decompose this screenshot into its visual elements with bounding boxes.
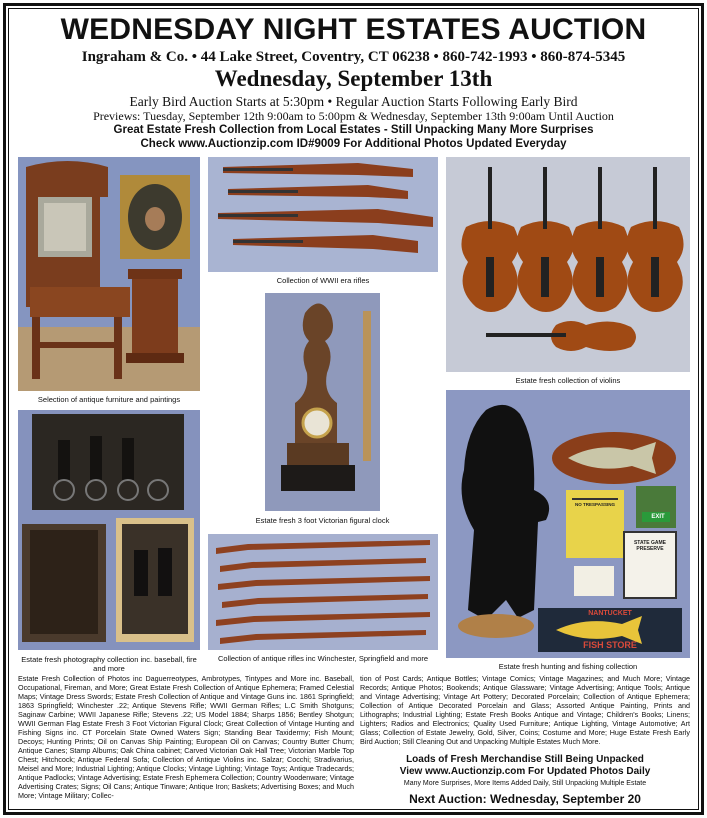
game-preserve-sign-text: STATE GAME PRESERVE xyxy=(633,540,667,552)
address-line: Ingraham & Co. • 44 Lake Street, Coventry, CT 06238 • 860-742-1993 • 860-874-5345 xyxy=(81,49,626,65)
hunting-photo xyxy=(446,390,690,658)
caption-rifles-ww2: Collection of WWII era rifles xyxy=(276,276,370,285)
next-auction-line: Next Auction: Wednesday, September 20 xyxy=(409,792,641,806)
caption-photography: Estate fresh photography collection inc. baseball, fire and more xyxy=(21,655,197,673)
exit-sign-text: EXIT xyxy=(651,514,665,520)
page-title: WEDNESDAY NIGHT ESTATES AUCTION xyxy=(60,13,647,46)
furniture-photo xyxy=(18,157,200,391)
violins-photo xyxy=(446,157,690,372)
view-auctionzip-line: View www.Auctionzip.com For Updated Photos Daily xyxy=(399,766,651,777)
caption-violins: Estate fresh collection of violins xyxy=(515,376,621,385)
check-auctionzip-line: Check www.Auctionzip.com ID#9009 For Additional Photos Updated Everyday xyxy=(140,138,567,150)
early-bird-line: Early Bird Auction Starts at 5:30pm • Regular Auction Starts Following Early Bird xyxy=(129,94,578,109)
photography-photo xyxy=(18,410,200,650)
previews-line: Previews: Tuesday, September 12th 9:00am to 5:00pm & Wednesday, September 13th 9:00am Until Auction xyxy=(93,109,614,123)
caption-furniture: Selection of antique furniture and paintings xyxy=(37,395,181,404)
loads-of-fresh-line: Loads of Fresh Merchandise Still Being Unpacked xyxy=(406,754,644,765)
antique-rifles-photo xyxy=(208,534,438,650)
caption-antique-rifles: Collection of antique rifles inc Winchester, Springfield and more xyxy=(217,654,429,663)
no-trespassing-sign-text: NO TRESPASSING xyxy=(575,502,615,507)
caption-clock: Estate fresh 3 foot Victorian figural clock xyxy=(255,516,390,525)
body-text-right: tion of Post Cards; Antique Bottles; Vintage Comics; Vintage Magazines; and Much More; Vintage Records; Antique Photos; Bookends; Antique Glassware; Vintage Advertising; Antique Tools; Antique and Vintage Advertising; Vintage Art Pottery; Decorated Porcelain; Collection of Antique Ephemera; Collection of Antique Decorated Porcelain and Glass; Assorted Antique Painting, Prints and Lithographs; Industrial Lighting; Estate Fresh Books Antique and Vintage; Children's Books; Linens; Lighters; Radios and Electronics; Quality Used Furniture; Antique Lighting, Vintage Automotive; Art Glass; Collection of Estate Jewelry, Gold, Silver, Coins; Costume and More; Huge Estate Fresh Early Bird Auction; Still Cleaning Out and Unpacking Multiple Estates Much More. xyxy=(360,674,690,746)
auction-date: Wednesday, September 13th xyxy=(214,66,493,91)
body-text-left: Estate Fresh Collection of Photos inc Daguerreotypes, Ambrotypes, Tintypes and More inc. Baseball, Occupational, Fireman, and More; Great Estate Fresh Collection of Antique Ephemera; Framed Celestial Maps; Vintage Dress Swords; Estate Fresh Collection of Antique and Vintage Guns inc. 1861 Springfield; 1863 Springfield; Winchester .22; Antique Stevens Rifle; WWII German Rifles; L.C Smith Shotguns; Saginaw Carbine; WWII Japanese Rifle; Stevens .22; US Model 1884; Sharps 1856; Bentley Shotgun; WWII German Flag Estate Fresh 3 Foot Victorian Figural Clock; Great Collection of Vintage Hunting and Fishing Signs inc. CT Porcelain State Owned Waters Sign; Standing Bear Taxidermy; Fish Mount; Decoys; Hunting Prints; Oil on Canvas Ship Painting; European Oil on Canvas; Country Butter Churn; Antique Canes; Stamp Albums; Oak China cabinet; Carved Victorian Oak Hall Tree; Victorian Marble Top Chest; Hitchcock; Antique Federal Sofa; Collection of Antique Violins inc. Salzar; Cocchi; Stradivarius, Meisel and More; Industrial Lighting; Antique Clocks; Vintage Lighting; Vintage Toys; Antique Tradecards; Antique Padlocks; Vintage Advertising; Estate Fresh Ephemera Collection; Country Woodenware; Vintage Advertising Crates; Signs; Oil Cans; Antique Tinware; Antique Iron; Baskets; Advertising Boxes; and Much More; Vintage Military; Collec- xyxy=(18,674,354,800)
rifles-ww2-photo xyxy=(208,157,438,272)
fish-store-sign-line2: FISH STORE xyxy=(583,640,637,650)
many-more-surprises-line: Many More Surprises, More Items Added Daily, Still Unpacking Multiple Estate xyxy=(403,780,647,787)
caption-hunting: Estate fresh hunting and fishing collection xyxy=(498,662,638,671)
clock-photo xyxy=(265,293,380,511)
great-estate-line: Great Estate Fresh Collection from Local Estates - Still Unpacking Many More Surprises xyxy=(113,124,594,136)
fish-store-sign-line1: NANTUCKET xyxy=(588,610,632,617)
